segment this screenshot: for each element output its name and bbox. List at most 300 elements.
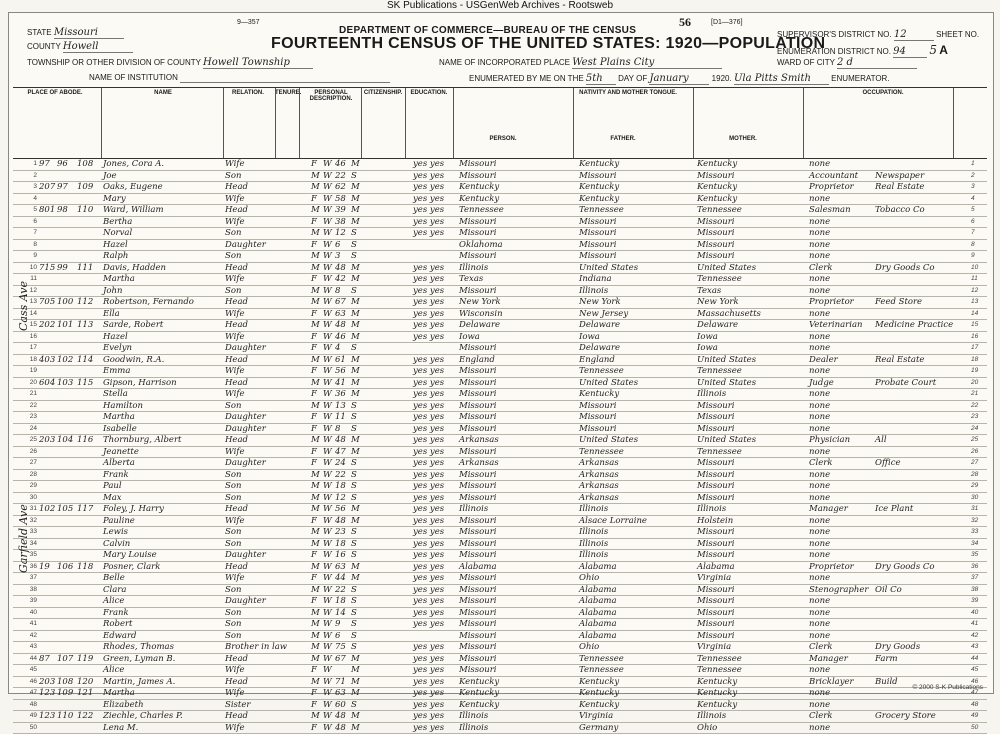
line-number: 19 — [25, 366, 37, 377]
birthplace: Missouri — [459, 424, 569, 435]
age: 42 — [335, 274, 349, 285]
marital-status: M — [351, 573, 361, 584]
table-row — [13, 389, 987, 401]
line-number-right: 35 — [971, 550, 985, 561]
birthplace: Missouri — [459, 378, 569, 389]
enumeration-district-field: ENUMERATION DISTRICT NO. 94 5 A — [777, 43, 948, 58]
copyright-footer: © 2000 S-K Publications — [912, 684, 983, 691]
occupation: Dealer — [809, 355, 871, 366]
table-row — [13, 412, 987, 424]
education: yes yes — [413, 562, 453, 573]
color: W — [323, 251, 333, 262]
sex: F — [311, 596, 321, 607]
marital-status: S — [351, 527, 361, 538]
table-row — [13, 619, 987, 631]
marital-status: M — [351, 562, 361, 573]
birthplace: Missouri — [459, 516, 569, 527]
table-row — [13, 401, 987, 413]
color: W — [323, 539, 333, 550]
table-row — [13, 665, 987, 677]
sex: M — [311, 585, 321, 596]
line-number: 3 — [25, 182, 37, 193]
line-number-right: 16 — [971, 332, 985, 343]
relation: Wife — [225, 447, 275, 458]
sex: M — [311, 654, 321, 665]
dwelling-number: 102 — [57, 355, 75, 366]
education: yes yes — [413, 642, 453, 653]
sex: M — [311, 539, 321, 550]
birthplace: Kentucky — [459, 700, 569, 711]
color: W — [323, 366, 333, 377]
color: W — [323, 665, 333, 676]
sex: F — [311, 332, 321, 343]
birthplace: Texas — [459, 274, 569, 285]
occupation: none — [809, 596, 871, 607]
birthplace: England — [459, 355, 569, 366]
father-birthplace: Kentucky — [579, 159, 689, 170]
father-birthplace: Alabama — [579, 585, 689, 596]
institution-field: NAME OF INSTITUTION — [89, 73, 390, 83]
page-number: 56 — [679, 15, 691, 30]
education: yes yes — [413, 435, 453, 446]
relation: Wife — [225, 573, 275, 584]
father-birthplace: United States — [579, 378, 689, 389]
relation: Wife — [225, 389, 275, 400]
color: W — [323, 286, 333, 297]
relation: Son — [225, 481, 275, 492]
education: yes yes — [413, 332, 453, 343]
dwelling-number: 98 — [57, 205, 75, 216]
age: 39 — [335, 205, 349, 216]
table-row — [13, 688, 987, 700]
sex: F — [311, 550, 321, 561]
marital-status: M — [351, 297, 361, 308]
mother-birthplace: Missouri — [697, 251, 801, 262]
sex: M — [311, 320, 321, 331]
street-number: 715 — [39, 263, 55, 274]
occupation: none — [809, 217, 871, 228]
color: W — [323, 631, 333, 642]
father-birthplace: Indiana — [579, 274, 689, 285]
person-name: Ward, William — [103, 205, 221, 216]
education: yes yes — [413, 263, 453, 274]
education: yes yes — [413, 723, 453, 734]
father-birthplace: New Jersey — [579, 309, 689, 320]
father-birthplace: Missouri — [579, 217, 689, 228]
occupation: none — [809, 493, 871, 504]
color: W — [323, 309, 333, 320]
table-row — [13, 562, 987, 574]
family-number: 121 — [77, 688, 97, 699]
marital-status: S — [351, 251, 361, 262]
marital-status: M — [351, 355, 361, 366]
family-number: 119 — [77, 654, 97, 665]
sex: M — [311, 263, 321, 274]
sex: M — [311, 286, 321, 297]
table-row — [13, 550, 987, 562]
sex: M — [311, 527, 321, 538]
sex: M — [311, 228, 321, 239]
line-number-right: 45 — [971, 665, 985, 676]
age: 48 — [335, 711, 349, 722]
mother-birthplace: Kentucky — [697, 159, 801, 170]
sex: F — [311, 458, 321, 469]
mother-birthplace: Iowa — [697, 343, 801, 354]
color: W — [323, 171, 333, 182]
relation: Wife — [225, 274, 275, 285]
marital-status: M — [351, 217, 361, 228]
col-nativity: NATIVITY AND MOTHER TONGUE. — [453, 90, 803, 96]
occupation: Clerk — [809, 263, 871, 274]
table-row — [13, 286, 987, 298]
table-row — [13, 654, 987, 666]
birthplace: Missouri — [459, 573, 569, 584]
sex: M — [311, 401, 321, 412]
dwelling-number: 97 — [57, 182, 75, 193]
person-name: Goodwin, R.A. — [103, 355, 221, 366]
line-number-right: 40 — [971, 608, 985, 619]
birthplace: Kentucky — [459, 688, 569, 699]
dwelling-number: 105 — [57, 504, 75, 515]
table-row — [13, 366, 987, 378]
person-name: Ralph — [103, 251, 221, 262]
sex: M — [311, 481, 321, 492]
industry: Real Estate — [875, 355, 951, 366]
color: W — [323, 481, 333, 492]
occupation: Clerk — [809, 642, 871, 653]
color: W — [323, 711, 333, 722]
margin-note-street-1: Cass Ave — [17, 281, 30, 331]
father-birthplace: Missouri — [579, 240, 689, 251]
birthplace: Missouri — [459, 481, 569, 492]
education: yes yes — [413, 274, 453, 285]
age: 48 — [335, 723, 349, 734]
father-birthplace: Kentucky — [579, 389, 689, 400]
father-birthplace: Arkansas — [579, 481, 689, 492]
line-number: 30 — [25, 493, 37, 504]
occupation: Clerk — [809, 458, 871, 469]
dwelling-number: 104 — [57, 435, 75, 446]
line-number-right: 46 — [971, 677, 985, 688]
occupation: none — [809, 240, 871, 251]
education: yes yes — [413, 711, 453, 722]
color: W — [323, 619, 333, 630]
col-relation: RELATION. — [223, 90, 273, 96]
marital-status: M — [351, 263, 361, 274]
line-number-right: 18 — [971, 355, 985, 366]
occupation: none — [809, 631, 871, 642]
marital-status: M — [351, 688, 361, 699]
mother-birthplace: New York — [697, 297, 801, 308]
marital-status: M — [351, 665, 361, 676]
age: 22 — [335, 171, 349, 182]
relation: Sister — [225, 700, 275, 711]
color: W — [323, 608, 333, 619]
relation: Son — [225, 539, 275, 550]
line-number: 42 — [25, 631, 37, 642]
street-number: 97 — [39, 159, 55, 170]
person-name: Lena M. — [103, 723, 221, 734]
family-number: 114 — [77, 355, 97, 366]
mother-birthplace: Missouri — [697, 424, 801, 435]
line-number: 29 — [25, 481, 37, 492]
township-field: TOWNSHIP OR OTHER DIVISION OF COUNTY Howell Township — [27, 57, 313, 69]
relation: Wife — [225, 332, 275, 343]
education: yes yes — [413, 654, 453, 665]
relation: Head — [225, 263, 275, 274]
color: W — [323, 412, 333, 423]
industry: Dry Goods Co — [875, 562, 951, 573]
relation: Son — [225, 585, 275, 596]
person-name: Mary Louise — [103, 550, 221, 561]
person-name: Alice — [103, 596, 221, 607]
relation: Wife — [225, 309, 275, 320]
table-row — [13, 677, 987, 689]
education: yes yes — [413, 585, 453, 596]
table-row — [13, 217, 987, 229]
line-number-right: 3 — [971, 182, 985, 193]
table-row — [13, 171, 987, 183]
line-number-right: 8 — [971, 240, 985, 251]
sex: F — [311, 217, 321, 228]
marital-status: M — [351, 447, 361, 458]
education: yes yes — [413, 171, 453, 182]
father-birthplace: Kentucky — [579, 182, 689, 193]
father-birthplace: Arkansas — [579, 458, 689, 469]
person-name: Mary — [103, 194, 221, 205]
person-name: Hazel — [103, 240, 221, 251]
marital-status: S — [351, 424, 361, 435]
birthplace: Missouri — [459, 539, 569, 550]
age: 12 — [335, 228, 349, 239]
mother-birthplace: Kentucky — [697, 182, 801, 193]
color: W — [323, 596, 333, 607]
line-number-right: 4 — [971, 194, 985, 205]
marital-status: M — [351, 309, 361, 320]
person-name: Hazel — [103, 332, 221, 343]
birthplace: Kentucky — [459, 677, 569, 688]
line-number: 40 — [25, 608, 37, 619]
relation: Brother in law — [225, 642, 275, 653]
occupation: Judge — [809, 378, 871, 389]
line-number: 10 — [25, 263, 37, 274]
relation: Head — [225, 205, 275, 216]
line-number: 4 — [25, 194, 37, 205]
mother-birthplace: United States — [697, 435, 801, 446]
table-row — [13, 711, 987, 723]
relation: Wife — [225, 159, 275, 170]
relation: Son — [225, 493, 275, 504]
sex: M — [311, 493, 321, 504]
industry: All — [875, 435, 951, 446]
color: W — [323, 217, 333, 228]
color: W — [323, 378, 333, 389]
age: 75 — [335, 642, 349, 653]
education: yes yes — [413, 159, 453, 170]
sex: F — [311, 159, 321, 170]
age: 56 — [335, 366, 349, 377]
color: W — [323, 274, 333, 285]
occupation: none — [809, 573, 871, 584]
sex: F — [311, 424, 321, 435]
line-number: 46 — [25, 677, 37, 688]
marital-status: S — [351, 585, 361, 596]
sex: M — [311, 608, 321, 619]
person-name: Martha — [103, 688, 221, 699]
mother-birthplace: Texas — [697, 286, 801, 297]
birthplace: Illinois — [459, 504, 569, 515]
father-birthplace: United States — [579, 435, 689, 446]
line-number: 32 — [25, 516, 37, 527]
age: 24 — [335, 458, 349, 469]
occupation: Proprietor — [809, 297, 871, 308]
family-number: 108 — [77, 159, 97, 170]
mother-birthplace: Kentucky — [697, 688, 801, 699]
age: 58 — [335, 194, 349, 205]
color: W — [323, 240, 333, 251]
col-education: EDUCATION. — [405, 90, 453, 96]
birthplace: Missouri — [459, 550, 569, 561]
person-name: Thornburg, Albert — [103, 435, 221, 446]
relation: Head — [225, 355, 275, 366]
person-name: Ziechle, Charles P. — [103, 711, 221, 722]
marital-status: M — [351, 504, 361, 515]
line-number-right: 15 — [971, 320, 985, 331]
birthplace: Missouri — [459, 171, 569, 182]
industry: Dry Goods Co — [875, 263, 951, 274]
person-name: Elizabeth — [103, 700, 221, 711]
person-name: Martha — [103, 274, 221, 285]
line-number: 12 — [25, 286, 37, 297]
dwelling-number: 108 — [57, 677, 75, 688]
relation: Daughter — [225, 458, 275, 469]
marital-status: M — [351, 274, 361, 285]
birthplace: Tennessee — [459, 205, 569, 216]
marital-status: S — [351, 228, 361, 239]
line-number-right: 26 — [971, 447, 985, 458]
occupation: Proprietor — [809, 562, 871, 573]
sex: M — [311, 378, 321, 389]
line-number: 34 — [25, 539, 37, 550]
street-number: 604 — [39, 378, 55, 389]
county-field: COUNTY Howell — [27, 41, 133, 53]
mother-birthplace: Missouri — [697, 493, 801, 504]
line-number: 2 — [25, 171, 37, 182]
father-birthplace: Illinois — [579, 539, 689, 550]
line-number: 9 — [25, 251, 37, 262]
line-number: 25 — [25, 435, 37, 446]
birthplace: Missouri — [459, 159, 569, 170]
age: 23 — [335, 527, 349, 538]
birthplace: Arkansas — [459, 435, 569, 446]
industry: Newspaper — [875, 171, 951, 182]
occupation: none — [809, 470, 871, 481]
dwelling-number: 109 — [57, 688, 75, 699]
occupation: none — [809, 619, 871, 630]
sex: M — [311, 619, 321, 630]
color: W — [323, 516, 333, 527]
color: W — [323, 470, 333, 481]
father-birthplace: Missouri — [579, 401, 689, 412]
mother-birthplace: Missouri — [697, 608, 801, 619]
line-number: 6 — [25, 217, 37, 228]
age: 9 — [335, 619, 349, 630]
person-name: John — [103, 286, 221, 297]
person-name: Davis, Hadden — [103, 263, 221, 274]
dwelling-number: 101 — [57, 320, 75, 331]
birthplace: Missouri — [459, 642, 569, 653]
line-number: 20 — [25, 378, 37, 389]
sex: F — [311, 389, 321, 400]
father-birthplace: Illinois — [579, 286, 689, 297]
birthplace: Illinois — [459, 263, 569, 274]
education: yes yes — [413, 677, 453, 688]
education: yes yes — [413, 504, 453, 515]
line-number: 24 — [25, 424, 37, 435]
person-name: Martha — [103, 412, 221, 423]
table-row — [13, 493, 987, 505]
person-name: Gipson, Harrison — [103, 378, 221, 389]
person-name: Robert — [103, 619, 221, 630]
age: 56 — [335, 504, 349, 515]
mother-birthplace: Missouri — [697, 631, 801, 642]
birthplace: Alabama — [459, 562, 569, 573]
birthplace: Iowa — [459, 332, 569, 343]
birthplace: Missouri — [459, 228, 569, 239]
occupation: none — [809, 251, 871, 262]
father-birthplace: Delaware — [579, 343, 689, 354]
line-number-right: 42 — [971, 631, 985, 642]
industry: Build — [875, 677, 951, 688]
sex: M — [311, 297, 321, 308]
relation: Head — [225, 677, 275, 688]
table-row — [13, 539, 987, 551]
line-number-right: 2 — [971, 171, 985, 182]
dwelling-number: 110 — [57, 711, 75, 722]
birthplace: Missouri — [459, 389, 569, 400]
census-sheet — [8, 12, 994, 694]
education: yes yes — [413, 493, 453, 504]
industry: Dry Goods — [875, 642, 951, 653]
line-number: 43 — [25, 642, 37, 653]
father-birthplace: Illinois — [579, 527, 689, 538]
marital-status: S — [351, 171, 361, 182]
family-number: 120 — [77, 677, 97, 688]
marital-status: S — [351, 240, 361, 251]
color: W — [323, 194, 333, 205]
birthplace: Illinois — [459, 723, 569, 734]
birthplace: Missouri — [459, 527, 569, 538]
line-number: 45 — [25, 665, 37, 676]
age: 13 — [335, 401, 349, 412]
mother-birthplace: Kentucky — [697, 194, 801, 205]
table-row — [13, 240, 987, 252]
occupation: none — [809, 366, 871, 377]
line-number-right: 34 — [971, 539, 985, 550]
age: 3 — [335, 251, 349, 262]
occupation: none — [809, 159, 871, 170]
sex: F — [311, 309, 321, 320]
age: 63 — [335, 688, 349, 699]
person-name: Stella — [103, 389, 221, 400]
color: W — [323, 654, 333, 665]
age: 22 — [335, 585, 349, 596]
table-row — [13, 297, 987, 309]
col-tenure: TENURE. — [275, 90, 297, 96]
age: 4 — [335, 343, 349, 354]
table-row — [13, 608, 987, 620]
line-number: 41 — [25, 619, 37, 630]
